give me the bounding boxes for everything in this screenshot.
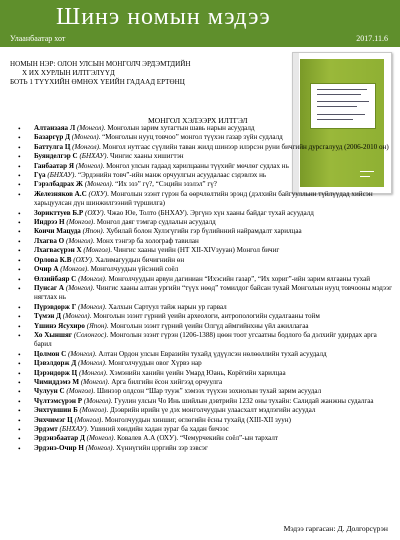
author-name: Өлзийбаяр С bbox=[34, 274, 77, 283]
list-item bbox=[10, 303, 395, 312]
report-title: . Монголын зарим хутагтын шавь нарын асуудалд bbox=[103, 124, 255, 132]
list-item bbox=[10, 350, 395, 359]
report-title: . Монх тэнгэр ба холограф тавилан bbox=[92, 236, 199, 245]
report-title: . Чингис хааны үеийн (НТ XII-XIVзууан) Монгол бичиг bbox=[110, 246, 280, 255]
cover-text-line bbox=[317, 114, 365, 115]
footer-credit: Мэдээ гаргасан: Д. Долгорсүрэн bbox=[283, 524, 388, 533]
author-country: (Монгол) bbox=[86, 434, 114, 443]
report-title: . “Эрдэнийн товч”-ийн манж орчуулгын асуудалаас сэдэвлэх нь bbox=[74, 171, 267, 180]
book-title-line-3: БОТЬ 1 ТҮҮХИЙН ӨМНӨХ ҮЕИЙН ГАДААД ЕРТӨНЦ bbox=[10, 78, 185, 86]
author-name: Цолмон С bbox=[34, 349, 67, 358]
author-country: (Монгол) bbox=[66, 218, 94, 227]
book-title-block bbox=[10, 60, 280, 87]
list-item bbox=[10, 369, 395, 378]
report-title: . Хубилай болон Хулэгүгийн гэр бүлийнний найрамдалт харилцаа bbox=[102, 227, 302, 236]
author-name: Зорикттуев Б.Р bbox=[34, 208, 84, 217]
list-item bbox=[10, 378, 395, 387]
report-title: . “Монголын нууц товчоо” монгол түүхэн газар зүйн судлалд bbox=[98, 133, 283, 142]
report-title: . Халимагуудын бичигнийн өн bbox=[91, 255, 185, 264]
author-country: (Монгол) bbox=[83, 246, 111, 255]
author-country: (Солонгос) bbox=[73, 330, 107, 339]
list-item bbox=[10, 359, 395, 368]
author-name: Индрээ Н bbox=[34, 218, 65, 227]
section-heading: МОНГОЛ ХЭЛЭЭРХ ИЛТГЭЛ bbox=[148, 116, 248, 125]
author-country: (БНХАУ) bbox=[47, 171, 75, 180]
author-country: (Монгол) bbox=[78, 368, 106, 377]
list-item bbox=[10, 246, 395, 255]
author-country: (Япон) bbox=[82, 227, 103, 236]
report-title: . Монголын эзэнт гүрний үеийн Олгүд аймгийнхны үйл ажиллагаа bbox=[106, 321, 309, 330]
list-item bbox=[10, 227, 395, 236]
report-title: . Монголын эзэнт гүрэн (1206-1388) цөөн тоот угсаатны бодлого ба дэлхийг удирдах арга барил bbox=[34, 330, 377, 349]
author-country: (Монгол) bbox=[65, 236, 93, 245]
author-name: Цэрэндорж Ц bbox=[34, 368, 78, 377]
author-name: Эрдэнэбаатар Д bbox=[34, 434, 85, 443]
cover-text-line bbox=[317, 119, 353, 120]
author-name: Түмэн Д bbox=[34, 312, 62, 321]
list-item bbox=[10, 171, 395, 180]
cover-text-line bbox=[317, 94, 361, 95]
author-name: Эрдэмт bbox=[34, 425, 58, 433]
report-title: . Алтан Ордон улсын Евразийн тухайд үдүүлсэн нөлөөллийн тухай асуудалд bbox=[94, 349, 327, 358]
author-name: Энхтүвшин Б bbox=[34, 406, 78, 415]
header-banner bbox=[0, 0, 400, 47]
author-country: (Монгол) bbox=[80, 377, 108, 386]
author-name: Орлова К.В bbox=[34, 255, 72, 264]
author-name: Железняков А.С bbox=[34, 189, 87, 198]
list-item bbox=[10, 256, 395, 265]
author-country: (Япон) bbox=[86, 321, 107, 330]
list-item bbox=[10, 275, 395, 284]
report-title: . Монгол нутгаас сүүлийн таван жилд шинээр илэрсэн руни бичгийн дурсгалууд (2006-2010 он) bbox=[98, 142, 389, 151]
author-name: Чулуун С bbox=[34, 387, 65, 396]
list-item bbox=[10, 237, 395, 246]
report-title: . “Их эзэ” гү?, “Сэцийн эзэлэл” гү? bbox=[111, 180, 217, 189]
author-name: Баттулга Ц bbox=[34, 142, 71, 151]
book-cover-panel bbox=[310, 83, 376, 129]
report-title: . Монголчуудын хиншиг, өглөгийн ёсны тухайд (XIII-XII зуун) bbox=[101, 415, 291, 424]
list-item bbox=[10, 162, 395, 171]
report-title: . Монголчуудын арвун дагиниан “Ихэсийн газар”, “Их хориг”-ийн зарим ялгааны тухай bbox=[104, 274, 371, 283]
author-name: Эрдэнэ-Очир Н bbox=[34, 443, 84, 452]
author-country: (Монгол) bbox=[65, 283, 93, 292]
list-item bbox=[10, 331, 395, 350]
author-country: (Монгол) bbox=[71, 133, 99, 142]
author-country: (Монгол) bbox=[60, 265, 88, 274]
author-country: (ОХУ) bbox=[84, 208, 104, 217]
report-title: . Монгол улсын гадаад харилцааны түүхийг мөчлөг судлах нь bbox=[102, 161, 289, 170]
list-item bbox=[10, 312, 395, 321]
report-list bbox=[10, 124, 395, 453]
list-item bbox=[10, 209, 395, 218]
report-title: . Хүннүгийн цэргийн зэр зэвсэг bbox=[112, 443, 208, 452]
report-title: . Монгол даяг тэмгар судлалын асуудалд bbox=[93, 218, 216, 227]
list-item bbox=[10, 180, 395, 189]
list-item bbox=[10, 190, 395, 209]
author-country: (ОХУ) bbox=[88, 189, 108, 198]
author-country: (Монгол) bbox=[84, 180, 112, 189]
author-country: (Монгол) bbox=[62, 312, 90, 321]
report-title: . Хэмэнийн ханийн үеийн Умард Юань, Корёгийн харилцаа bbox=[105, 368, 286, 377]
author-name: Чимиддэмэ М bbox=[34, 377, 80, 386]
author-name: Пүрэвдорж Г bbox=[34, 302, 77, 311]
report-title: . Монголчуудын овог Хүрвэ нар bbox=[104, 359, 202, 368]
list-item bbox=[10, 284, 395, 303]
author-country: (Монгол) bbox=[79, 406, 107, 415]
author-name: Гүа bbox=[34, 171, 46, 180]
header-subbar bbox=[0, 33, 400, 47]
author-name: Буянделгэр С bbox=[34, 152, 78, 161]
author-name: Алтанзаяа Л bbox=[34, 124, 76, 132]
author-name: Энхчимэг Ц bbox=[34, 415, 73, 424]
author-country: (Монгол) bbox=[68, 349, 95, 358]
report-title: . Монголчуудын үйсэний соёл bbox=[87, 265, 179, 274]
report-title: . Шинээр олдсон “Шар тууж” хэмээх түүхэн зохиолын тухай зарим асуудал bbox=[93, 387, 322, 396]
author-name: Ганбаатар Я bbox=[34, 161, 74, 170]
list-item bbox=[10, 322, 395, 331]
author-country: (ОХУ) bbox=[73, 255, 92, 264]
author-name: Үшинэ Ясухиро bbox=[34, 321, 85, 330]
list-item bbox=[10, 416, 395, 425]
report-title: . Дээврийн ирийн үе дэх монголчуудын улаасхалт мэдлэгийн асуудал bbox=[106, 406, 316, 415]
report-title: . Ковалев А.А (ОХУ). “Чемурчекийн соёл”-ын тархалт bbox=[113, 434, 279, 443]
list-item bbox=[10, 133, 395, 142]
list-item bbox=[10, 152, 395, 161]
author-name: Коичи Мацуда bbox=[34, 227, 81, 236]
list-item bbox=[10, 397, 395, 406]
author-country: (Монгол) bbox=[78, 302, 105, 311]
list-item bbox=[10, 265, 395, 274]
author-name: Базаргүр Д bbox=[34, 133, 70, 142]
author-country: (Монгол) bbox=[83, 396, 111, 405]
book-title-line-2: Х ИХ ХУРЛЫН ИЛТГЭЛҮҮД bbox=[22, 69, 115, 77]
list-item bbox=[10, 434, 395, 443]
cover-text-line bbox=[317, 106, 357, 107]
author-country: (БНХАУ) bbox=[79, 152, 107, 161]
author-country: (Монгол) bbox=[78, 359, 105, 368]
date-label: 2017.11.6 bbox=[356, 34, 388, 43]
list-item bbox=[10, 124, 395, 133]
author-country: (Монгол) bbox=[76, 124, 104, 132]
report-title: . Гуулин улсын Чо Инь шийлын дэвтрийн 1232 оны тухайн: Салидай жанжны судалгаа bbox=[110, 396, 374, 405]
author-country: (Монгол) bbox=[72, 142, 99, 151]
cover-text-line bbox=[317, 89, 367, 90]
report-title: . Ушиний хөндийн хадан зураг ба хадан бичээс bbox=[86, 425, 229, 433]
author-name: Очир А bbox=[34, 265, 59, 274]
list-item bbox=[10, 143, 395, 152]
author-name: Лхагвасүрэн Х bbox=[34, 246, 82, 255]
report-title: . Чжао Юе, Толто (БНХАУ). Эргүнэ хүн хааны байдаг тухай асуудалд bbox=[103, 208, 314, 217]
author-name: Цэвэлдорж Д bbox=[34, 359, 77, 368]
list-item bbox=[10, 218, 395, 227]
cover-text-line bbox=[317, 101, 369, 102]
author-country: (БНХАУ) bbox=[59, 425, 87, 433]
author-country: (Монгол) bbox=[78, 274, 105, 283]
author-name: Чүлтэмсүрэн Р bbox=[34, 396, 83, 405]
report-title: . Чингис хааны алтан ургийн “түүх нөөд” томилдог байсан тухай Монголын нууц товчооны мэдээг нягтлах нь bbox=[34, 283, 393, 302]
list-item bbox=[10, 444, 395, 453]
list-item bbox=[10, 406, 395, 415]
author-country: (Монгол) bbox=[85, 443, 113, 452]
report-title: . Монголын эзэнт гүрэн ба өөрчлөлтийн эрэнд (дэлхийн байгуулльнн түйлүүдад хийсэн харьцуулсан дүн шинжилгээний түршилга) bbox=[34, 189, 373, 208]
author-name: Гэрэлбадрах Ж bbox=[34, 180, 83, 189]
report-title: . Монголын эзэнт гүрний үеийн археологи, антропологийн судалгааны тойм bbox=[89, 312, 320, 321]
city-label: Улаанбаатар хот bbox=[10, 34, 66, 43]
author-name: Пунсаг А bbox=[34, 283, 65, 292]
page-title: Шинэ номын мэдээ bbox=[56, 4, 271, 30]
author-country: (Монгол) bbox=[75, 161, 103, 170]
report-title: . Чингис хааны хишигтэн bbox=[106, 152, 184, 161]
list-item bbox=[10, 425, 395, 434]
author-name: Хо Хыншяг bbox=[34, 330, 73, 339]
book-title-line-1: НОМЫН НЭР: ОЛОН УЛСЫН МОНГОЛЧ ЭРДЭМТДИЙН bbox=[10, 60, 191, 68]
list-item bbox=[10, 387, 395, 396]
report-title: . Арга билгийн ёсон хийгээд орчуулга bbox=[107, 377, 223, 386]
author-country: (Монгол) bbox=[74, 415, 102, 424]
report-title: . Халхын Сартуул тайж нарын ур гарвал bbox=[104, 302, 227, 311]
author-name: Лхагва О bbox=[34, 236, 65, 245]
author-country: (Монгол) bbox=[66, 387, 94, 396]
